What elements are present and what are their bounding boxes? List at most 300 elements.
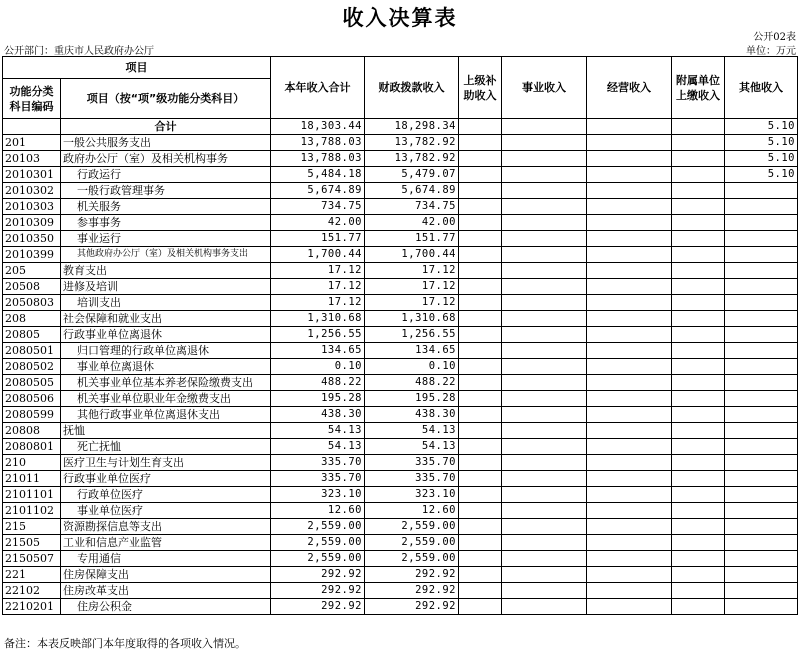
- cell-total: 5,674.89: [271, 183, 365, 199]
- cell-code: 2080505: [3, 375, 61, 391]
- table-row: [3, 567, 798, 583]
- header-name: 项目（按“项”级功能分类科目）: [61, 79, 271, 119]
- cell-superior: [459, 471, 502, 487]
- cell-operating: [587, 231, 672, 247]
- table-row: [3, 423, 798, 439]
- cell-code: 201: [3, 135, 61, 151]
- table-row: [3, 503, 798, 519]
- cell-business: [502, 375, 587, 391]
- cell-affiliated: [672, 151, 725, 167]
- cell-total: 0.10: [271, 359, 365, 375]
- cell-affiliated: [672, 247, 725, 263]
- cell-fiscal: 1,256.55: [365, 327, 459, 343]
- department-label: 公开部门：重庆市人民政府办公厅: [4, 46, 154, 57]
- cell-fiscal: 2,559.00: [365, 535, 459, 551]
- cell-other: [725, 343, 798, 359]
- cell-superior: [459, 231, 502, 247]
- cell-other: [725, 359, 798, 375]
- cell-affiliated: [672, 375, 725, 391]
- cell-name: 行政单位医疗: [61, 487, 271, 503]
- cell-business: [502, 407, 587, 423]
- cell-superior: [459, 263, 502, 279]
- cell-operating: [587, 407, 672, 423]
- cell-operating: [587, 215, 672, 231]
- header-fiscal: 财政拨款收入: [365, 57, 459, 119]
- cell-superior: [459, 151, 502, 167]
- cell-other: [725, 439, 798, 455]
- cell-other: [725, 567, 798, 583]
- table-row: [3, 215, 798, 231]
- cell-superior: [459, 487, 502, 503]
- cell-business: [502, 519, 587, 535]
- cell-affiliated: [672, 215, 725, 231]
- cell-business: [502, 503, 587, 519]
- cell-name: 一般行政管理事务: [61, 183, 271, 199]
- cell-affiliated: [672, 487, 725, 503]
- cell-operating: [587, 343, 672, 359]
- cell-other: [725, 471, 798, 487]
- cell-affiliated: [672, 263, 725, 279]
- cell-total: 134.65: [271, 343, 365, 359]
- table-row: [3, 455, 798, 471]
- header-code: 功能分类科目编码: [3, 79, 61, 119]
- table-row: [3, 343, 798, 359]
- cell-other: [725, 183, 798, 199]
- cell-superior: [459, 423, 502, 439]
- cell-operating: [587, 183, 672, 199]
- cell-name: 住房保障支出: [61, 567, 271, 583]
- cell-name: 死亡抚恤: [61, 439, 271, 455]
- cell-business: [502, 471, 587, 487]
- table-row: [3, 391, 798, 407]
- cell-operating: [587, 583, 672, 599]
- cell-total: 13,788.03: [271, 151, 365, 167]
- header-other: 其他收入: [725, 57, 798, 119]
- table-row: [3, 263, 798, 279]
- cell-superior: [459, 407, 502, 423]
- cell-code: 2150507: [3, 551, 61, 567]
- cell-code: 2010302: [3, 183, 61, 199]
- cell-name: 机关事业单位基本养老保险缴费支出: [61, 375, 271, 391]
- cell-code: 20805: [3, 327, 61, 343]
- cell-name: 行政运行: [61, 167, 271, 183]
- cell-affiliated: [672, 551, 725, 567]
- cell-fiscal: 13,782.92: [365, 135, 459, 151]
- cell-superior: [459, 183, 502, 199]
- cell-superior: [459, 327, 502, 343]
- table-row: [3, 231, 798, 247]
- cell-fiscal: 0.10: [365, 359, 459, 375]
- cell-superior: [459, 375, 502, 391]
- cell-code: 2101101: [3, 487, 61, 503]
- cell-superior: [459, 503, 502, 519]
- cell-operating: [587, 471, 672, 487]
- cell-code: 20808: [3, 423, 61, 439]
- cell-other: [725, 583, 798, 599]
- cell-total: 292.92: [271, 599, 365, 615]
- cell-other: [725, 311, 798, 327]
- cell-name: 一般公共服务支出: [61, 135, 271, 151]
- table-row: [3, 247, 798, 263]
- cell-affiliated: [672, 167, 725, 183]
- cell-operating: [587, 439, 672, 455]
- cell-fiscal: 17.12: [365, 295, 459, 311]
- cell-fiscal: 13,782.92: [365, 151, 459, 167]
- cell-superior: [459, 199, 502, 215]
- header-item-group: 项目: [3, 57, 271, 79]
- cell-other: [725, 263, 798, 279]
- cell-other: [725, 375, 798, 391]
- cell-affiliated: [672, 439, 725, 455]
- header-total: 本年收入合计: [271, 57, 365, 119]
- cell-superior: [459, 247, 502, 263]
- cell-operating: [587, 423, 672, 439]
- table-row: [3, 551, 798, 567]
- cell-other: [725, 215, 798, 231]
- cell-affiliated: [672, 599, 725, 615]
- cell-business: [502, 231, 587, 247]
- cell-fiscal: 2,559.00: [365, 519, 459, 535]
- cell-code: 2010350: [3, 231, 61, 247]
- cell-business: [502, 135, 587, 151]
- cell-total: 488.22: [271, 375, 365, 391]
- cell-affiliated: [672, 519, 725, 535]
- cell-name: 事业单位医疗: [61, 503, 271, 519]
- page-title: 收入决算表: [342, 6, 458, 30]
- cell-name: 进修及培训: [61, 279, 271, 295]
- cell-affiliated: [672, 535, 725, 551]
- cell-name: 医疗卫生与计划生育支出: [61, 455, 271, 471]
- cell-superior: [459, 439, 502, 455]
- cell-name: 其他行政事业单位离退休支出: [61, 407, 271, 423]
- cell-operating: [587, 567, 672, 583]
- cell-operating: [587, 455, 672, 471]
- header-affiliated: 附属单位上缴收入: [672, 57, 725, 119]
- cell-total: 1,700.44: [271, 247, 365, 263]
- cell-other: 5.10: [725, 135, 798, 151]
- table-row: [3, 167, 798, 183]
- cell-business: [502, 423, 587, 439]
- cell-superior: [459, 455, 502, 471]
- cell-affiliated: [672, 119, 725, 135]
- cell-business: [502, 199, 587, 215]
- cell-affiliated: [672, 343, 725, 359]
- cell-total: 17.12: [271, 295, 365, 311]
- income-table: [2, 56, 798, 615]
- cell-affiliated: [672, 295, 725, 311]
- cell-superior: [459, 135, 502, 151]
- cell-affiliated: [672, 391, 725, 407]
- cell-code: 21011: [3, 471, 61, 487]
- cell-total: 13,788.03: [271, 135, 365, 151]
- cell-name: 机关服务: [61, 199, 271, 215]
- cell-superior: [459, 551, 502, 567]
- cell-other: [725, 327, 798, 343]
- cell-affiliated: [672, 407, 725, 423]
- cell-operating: [587, 503, 672, 519]
- cell-fiscal: 195.28: [365, 391, 459, 407]
- cell-name: 归口管理的行政单位离退休: [61, 343, 271, 359]
- table-row: [3, 311, 798, 327]
- cell-business: [502, 167, 587, 183]
- cell-other: [725, 519, 798, 535]
- cell-code: 2101102: [3, 503, 61, 519]
- table-row: [3, 279, 798, 295]
- cell-affiliated: [672, 311, 725, 327]
- cell-code: 2080801: [3, 439, 61, 455]
- cell-name: 工业和信息产业监管: [61, 535, 271, 551]
- cell-affiliated: [672, 359, 725, 375]
- cell-operating: [587, 359, 672, 375]
- cell-operating: [587, 119, 672, 135]
- cell-business: [502, 599, 587, 615]
- cell-business: [502, 247, 587, 263]
- cell-code: 2010301: [3, 167, 61, 183]
- cell-fiscal: 151.77: [365, 231, 459, 247]
- cell-name: 专用通信: [61, 551, 271, 567]
- cell-fiscal: 54.13: [365, 423, 459, 439]
- cell-business: [502, 359, 587, 375]
- cell-operating: [587, 599, 672, 615]
- cell-fiscal: 438.30: [365, 407, 459, 423]
- table-row: [3, 487, 798, 503]
- cell-total: 734.75: [271, 199, 365, 215]
- cell-superior: [459, 279, 502, 295]
- cell-other: [725, 487, 798, 503]
- cell-affiliated: [672, 423, 725, 439]
- cell-name: 事业单位离退休: [61, 359, 271, 375]
- table-body: [3, 119, 798, 615]
- cell-other: 5.10: [725, 151, 798, 167]
- cell-total: 54.13: [271, 423, 365, 439]
- cell-total: 335.70: [271, 455, 365, 471]
- header-operating: 经营收入: [587, 57, 672, 119]
- cell-superior: [459, 519, 502, 535]
- cell-name: 其他政府办公厅（室）及相关机构事务支出: [61, 247, 271, 263]
- cell-fiscal: 54.13: [365, 439, 459, 455]
- cell-total: 2,559.00: [271, 551, 365, 567]
- cell-superior: [459, 215, 502, 231]
- cell-name: 住房公积金: [61, 599, 271, 615]
- table-row: [3, 471, 798, 487]
- cell-business: [502, 151, 587, 167]
- total-row: [3, 119, 798, 135]
- cell-fiscal: 292.92: [365, 599, 459, 615]
- cell-code: 2080502: [3, 359, 61, 375]
- cell-operating: [587, 391, 672, 407]
- cell-code: 2080506: [3, 391, 61, 407]
- cell-operating: [587, 519, 672, 535]
- cell-business: [502, 119, 587, 135]
- cell-fiscal: 2,559.00: [365, 551, 459, 567]
- cell-other: [725, 455, 798, 471]
- cell-operating: [587, 487, 672, 503]
- cell-fiscal: 488.22: [365, 375, 459, 391]
- cell-fiscal: 5,674.89: [365, 183, 459, 199]
- cell-business: [502, 263, 587, 279]
- cell-other: [725, 407, 798, 423]
- cell-affiliated: [672, 455, 725, 471]
- table-row: [3, 375, 798, 391]
- header-business: 事业收入: [502, 57, 587, 119]
- cell-superior: [459, 119, 502, 135]
- table-row: [3, 519, 798, 535]
- cell-total: 5,484.18: [271, 167, 365, 183]
- cell-fiscal: 18,298.34: [365, 119, 459, 135]
- cell-business: [502, 487, 587, 503]
- cell-superior: [459, 295, 502, 311]
- cell-name: 政府办公厅（室）及相关机构事务: [61, 151, 271, 167]
- cell-operating: [587, 135, 672, 151]
- cell-fiscal: 335.70: [365, 455, 459, 471]
- cell-total: 292.92: [271, 583, 365, 599]
- cell-total: 42.00: [271, 215, 365, 231]
- cell-total: 18,303.44: [271, 119, 365, 135]
- cell-fiscal: 12.60: [365, 503, 459, 519]
- cell-fiscal: 292.92: [365, 583, 459, 599]
- cell-business: [502, 567, 587, 583]
- cell-total: 195.28: [271, 391, 365, 407]
- cell-business: [502, 215, 587, 231]
- cell-business: [502, 551, 587, 567]
- unit-label: 单位：万元: [746, 46, 796, 57]
- cell-code: 20508: [3, 279, 61, 295]
- cell-other: [725, 391, 798, 407]
- cell-operating: [587, 327, 672, 343]
- cell-fiscal: 1,700.44: [365, 247, 459, 263]
- cell-business: [502, 327, 587, 343]
- cell-affiliated: [672, 183, 725, 199]
- cell-superior: [459, 343, 502, 359]
- cell-total: 2,559.00: [271, 535, 365, 551]
- table-row: [3, 151, 798, 167]
- cell-operating: [587, 263, 672, 279]
- cell-other: [725, 599, 798, 615]
- cell-fiscal: 292.92: [365, 567, 459, 583]
- cell-operating: [587, 311, 672, 327]
- table-row: [3, 439, 798, 455]
- cell-affiliated: [672, 279, 725, 295]
- cell-total: 438.30: [271, 407, 365, 423]
- cell-other: [725, 199, 798, 215]
- cell-code: 2050803: [3, 295, 61, 311]
- cell-business: [502, 583, 587, 599]
- cell-total: 1,256.55: [271, 327, 365, 343]
- cell-fiscal: 1,310.68: [365, 311, 459, 327]
- cell-fiscal: 134.65: [365, 343, 459, 359]
- cell-operating: [587, 279, 672, 295]
- cell-business: [502, 183, 587, 199]
- cell-fiscal: 335.70: [365, 471, 459, 487]
- cell-fiscal: 17.12: [365, 263, 459, 279]
- table-row: [3, 599, 798, 615]
- cell-total: 292.92: [271, 567, 365, 583]
- cell-operating: [587, 247, 672, 263]
- cell-superior: [459, 167, 502, 183]
- cell-business: [502, 391, 587, 407]
- cell-code: 20103: [3, 151, 61, 167]
- cell-code: 2010309: [3, 215, 61, 231]
- cell-name: 机关事业单位职业年金缴费支出: [61, 391, 271, 407]
- cell-total: 17.12: [271, 263, 365, 279]
- cell-other: 5.10: [725, 167, 798, 183]
- cell-code: 221: [3, 567, 61, 583]
- table-row: [3, 135, 798, 151]
- cell-affiliated: [672, 135, 725, 151]
- cell-business: [502, 343, 587, 359]
- cell-total: 17.12: [271, 279, 365, 295]
- cell-fiscal: 17.12: [365, 279, 459, 295]
- table-row: [3, 183, 798, 199]
- cell-total: 323.10: [271, 487, 365, 503]
- cell-other: [725, 551, 798, 567]
- cell-name: 合计: [61, 119, 271, 135]
- table-row: [3, 535, 798, 551]
- cell-total: 2,559.00: [271, 519, 365, 535]
- cell-business: [502, 311, 587, 327]
- cell-name: 行政事业单位医疗: [61, 471, 271, 487]
- cell-affiliated: [672, 471, 725, 487]
- cell-name: 抚恤: [61, 423, 271, 439]
- cell-other: [725, 535, 798, 551]
- cell-business: [502, 279, 587, 295]
- cell-other: [725, 423, 798, 439]
- cell-other: 5.10: [725, 119, 798, 135]
- cell-code: 210: [3, 455, 61, 471]
- cell-business: [502, 295, 587, 311]
- cell-superior: [459, 359, 502, 375]
- cell-operating: [587, 151, 672, 167]
- footnote: 备注：本表反映部门本年度取得的各项收入情况。: [4, 637, 246, 650]
- cell-other: [725, 279, 798, 295]
- cell-superior: [459, 567, 502, 583]
- cell-name: 行政事业单位离退休: [61, 327, 271, 343]
- table-row: [3, 295, 798, 311]
- cell-code: 208: [3, 311, 61, 327]
- cell-total: 335.70: [271, 471, 365, 487]
- cell-fiscal: 734.75: [365, 199, 459, 215]
- cell-other: [725, 295, 798, 311]
- cell-affiliated: [672, 567, 725, 583]
- cell-code: 215: [3, 519, 61, 535]
- cell-code: 2080599: [3, 407, 61, 423]
- header-superior: 上级补助收入: [459, 57, 502, 119]
- cell-code: 205: [3, 263, 61, 279]
- cell-name: 培训支出: [61, 295, 271, 311]
- cell-name: 住房改革支出: [61, 583, 271, 599]
- table-row: [3, 583, 798, 599]
- cell-operating: [587, 375, 672, 391]
- cell-fiscal: 42.00: [365, 215, 459, 231]
- cell-total: 1,310.68: [271, 311, 365, 327]
- cell-affiliated: [672, 199, 725, 215]
- cell-name: 资源勘探信息等支出: [61, 519, 271, 535]
- cell-name: 事业运行: [61, 231, 271, 247]
- cell-name: 社会保障和就业支出: [61, 311, 271, 327]
- cell-name: 教育支出: [61, 263, 271, 279]
- cell-total: 12.60: [271, 503, 365, 519]
- cell-operating: [587, 535, 672, 551]
- cell-business: [502, 535, 587, 551]
- cell-name: 参事事务: [61, 215, 271, 231]
- cell-code: 2010399: [3, 247, 61, 263]
- cell-affiliated: [672, 503, 725, 519]
- form-code: 公开02表: [753, 32, 796, 43]
- cell-business: [502, 439, 587, 455]
- cell-superior: [459, 599, 502, 615]
- cell-operating: [587, 167, 672, 183]
- cell-code: 2080501: [3, 343, 61, 359]
